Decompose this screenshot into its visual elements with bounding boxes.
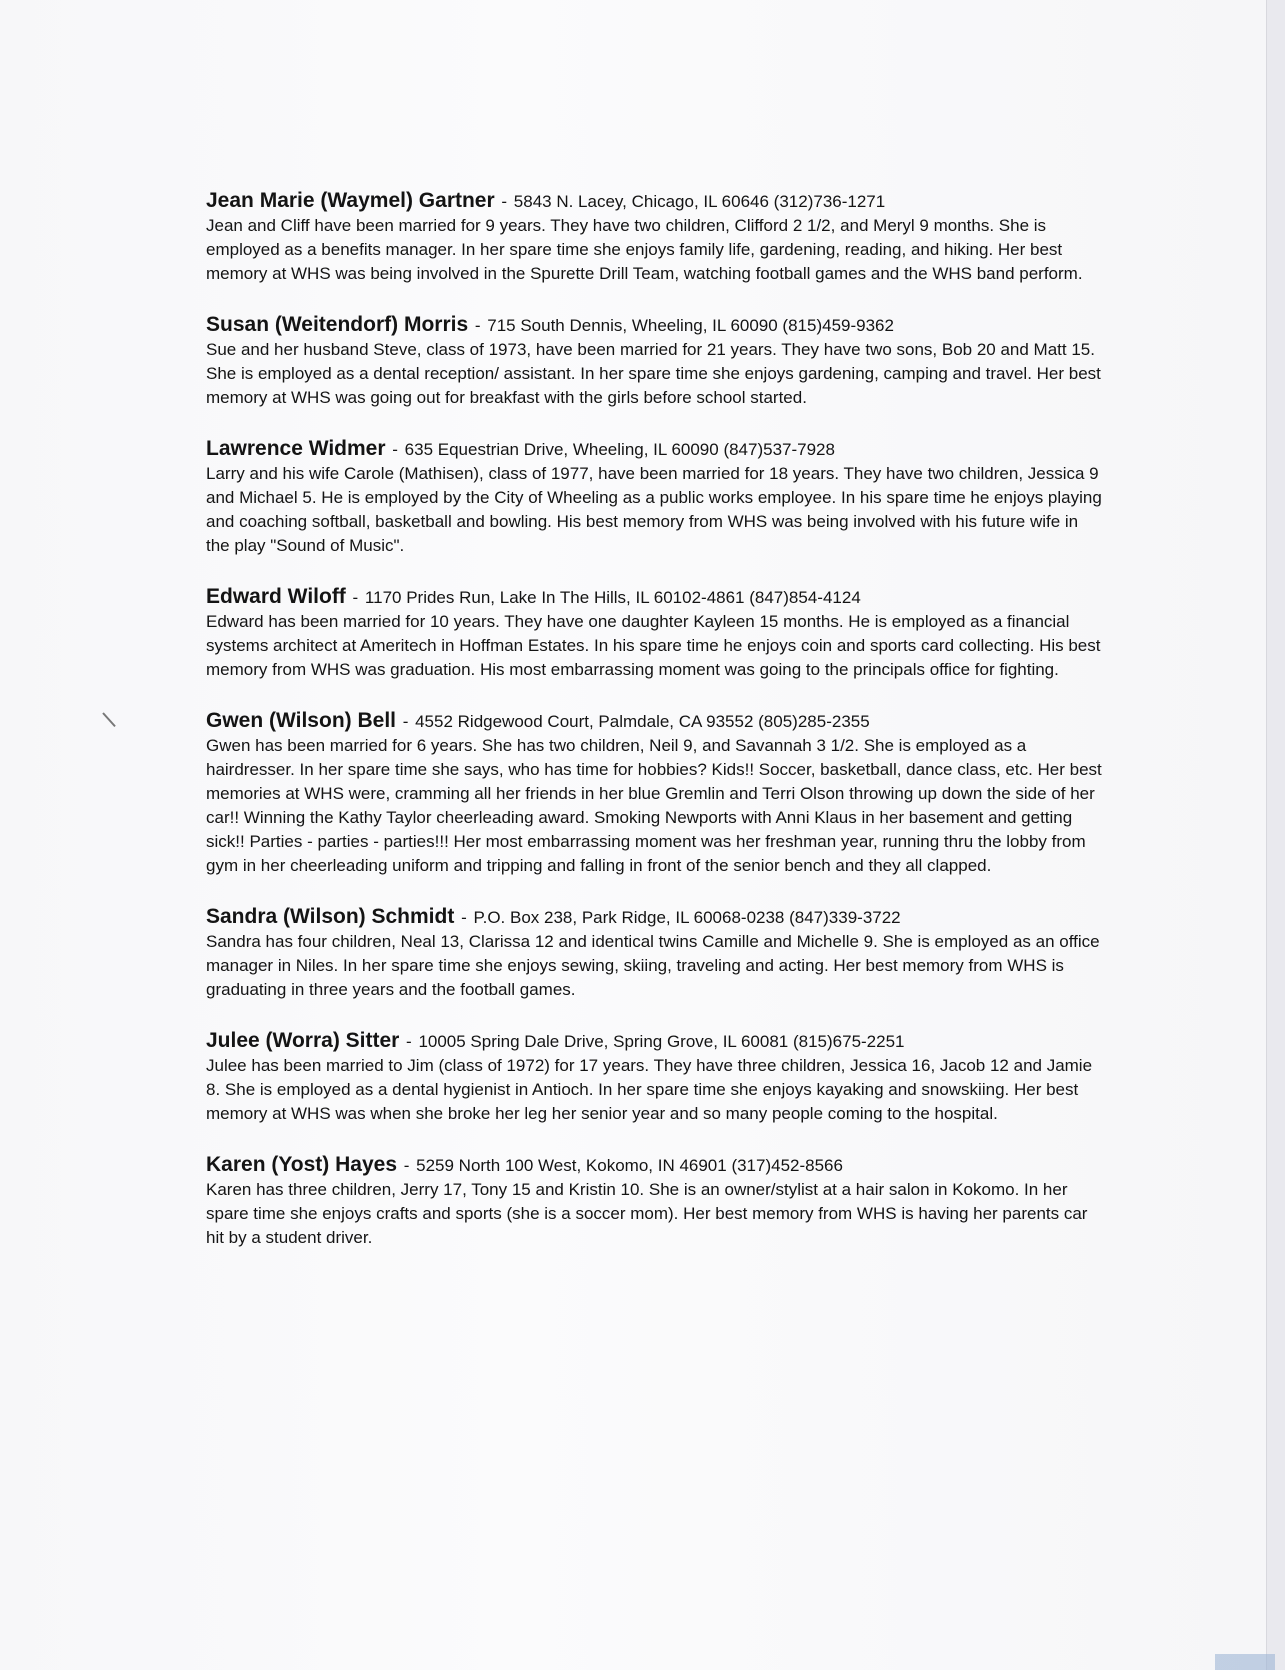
entry-address: 715 South Dennis, Wheeling, IL 60090 (815)459-9362: [487, 316, 894, 335]
entry-bell: Gwen (Wilson) Bell - 4552 Ridgewood Court, Palmdale, CA 93552 (805)285-2355 Gwen has been married for 6 years. She has two children, Neil 9, and Savannah 3 1/2. She is employed as a hairdresser. In her spare time she says, who has time for hobbies? Kids!! Soccer, basketball, dance class, etc. Her best memories at WHS were, cramming all her friends in her blue Gremlin and Terri Olson throwing up down the side of her car!! Winning the Kathy Taylor cheerleading award. Smoking Newports with Anni Klaus in her basement and getting sick!! Parties - parties - parties!!! Her most embarrassing moment was her freshman year, running thru the lobby from gym in her cheerleading uniform and tripping and falling in front of the senior bench and they all clapped.: [206, 708, 1106, 878]
entry-name: Edward Wiloff: [206, 585, 346, 608]
entry-name: Lawrence Widmer: [206, 437, 386, 460]
entry-name: Julee (Worra) Sitter: [206, 1029, 400, 1052]
entry-gartner: Jean Marie (Waymel) Gartner - 5843 N. Lacey, Chicago, IL 60646 (312)736-1271 Jean and Cliff have been married for 9 years. They have two children, Clifford 2 1/2, and Meryl 9 months. She is employed as a benefits manager. In her spare time she enjoys family life, gardening, reading, and hiking. Her best memory at WHS was being involved in the Spurette Drill Team, watching football games and the WHS band perform.: [206, 188, 1106, 286]
entry-bio: Edward has been married for 10 years. They have one daughter Kayleen 15 months. He is employed as a financial systems architect at Ameritech in Hoffman Estates. In his spare time he enjoys coin and sports card collecting. His best memory from WHS was graduation. His most embarrassing moment was going to the principals office for fighting.: [206, 612, 1101, 679]
entry-address: 5843 N. Lacey, Chicago, IL 60646 (312)736-1271: [513, 192, 886, 211]
entry-bio: Larry and his wife Carole (Mathisen), class of 1977, have been married for 18 years. They have two children, Jessica 9 and Michael 5. He is employed by the City of Wheeling as a public works employee. In his spare time he enjoys playing and coaching softball, basketball and bowling. His best memory from WHS was being involved with his future wife in the play "Sound of Music".: [206, 464, 1102, 555]
entry-bio: Sue and her husband Steve, class of 1973, have been married for 21 years. They have two sons, Bob 20 and Matt 15. She is employed as a dental reception/ assistant. In her spare time she enjoys gardening, camping and travel. Her best memory at WHS was going out for breakfast with the girls before school started.: [206, 340, 1101, 407]
entry-bio: Karen has three children, Jerry 17, Tony 15 and Kristin 10. She is an owner/stylist at a hair salon in Kokomo. In her spare time she enjoys crafts and sports (she is a soccer mom). Her best memory from WHS is having her parents car hit by a student driver.: [206, 1180, 1088, 1247]
entry-bio: Sandra has four children, Neal 13, Clarissa 12 and identical twins Camille and Michelle 9. She is employed as an office manager in Niles. In her spare time she enjoys sewing, skiing, traveling and acting. Her best memory from WHS is graduating in three years and the football games.: [206, 932, 1100, 999]
page-edge: [1266, 0, 1285, 1670]
entry-name: Susan (Weitendorf) Morris: [206, 313, 469, 336]
entry-address: 4552 Ridgewood Court, Palmdale, CA 93552 (805)285-2355: [415, 712, 870, 731]
entry-name: Gwen (Wilson) Bell: [206, 709, 396, 732]
entry-name: Jean Marie (Waymel) Gartner: [206, 189, 495, 212]
stray-pen-mark: [102, 712, 116, 727]
entry-bio: Gwen has been married for 6 years. She has two children, Neil 9, and Savannah 3 1/2. She is employed as a hairdresser. In her spare time she says, who has time for hobbies? Kids!! Soccer, basketball, dance class, etc. Her best memories at WHS were, cramming all her friends in her blue Gremlin and Terri Olson throwing up down the side of her car!! Winning the Kathy Taylor cheerleading award. Smoking Newports with Anni Klaus in her basement and getting sick!! Parties - parties - parties!!! Her most embarrassing moment was her freshman year, running thru the lobby from gym in her cheerleading uniform and tripping and falling in front of the senior bench and they all clapped.: [206, 736, 1102, 875]
entry-wiloff: Edward Wiloff - 1170 Prides Run, Lake In The Hills, IL 60102-4861 (847)854-4124 Edward has been married for 10 years. They have one daughter Kayleen 15 months. He is employed as a financial systems architect at Ameritech in Hoffman Estates. In his spare time he enjoys coin and sports card collecting. His best memory from WHS was graduation. His most embarrassing moment was going to the principals office for fighting.: [206, 584, 1106, 682]
entry-name: Karen (Yost) Hayes: [206, 1153, 398, 1176]
entry-address: 5259 North 100 West, Kokomo, IN 46901 (317)452-8566: [416, 1156, 843, 1175]
entry-name: Sandra (Wilson) Schmidt: [206, 905, 455, 928]
entry-sitter: Julee (Worra) Sitter - 10005 Spring Dale Drive, Spring Grove, IL 60081 (815)675-2251 Julee has been married to Jim (class of 1972) for 17 years. They have three children, Jessica 16, Jacob 12 and Jamie 8. She is employed as a dental hygienist in Antioch. In her spare time she enjoys kayaking and snowskiing. Her best memory at WHS was when she broke her leg her senior year and so many people coming to the hospital.: [206, 1028, 1106, 1126]
entry-address: 10005 Spring Dale Drive, Spring Grove, IL 60081 (815)675-2251: [418, 1032, 905, 1051]
scan-corner-mark: [1215, 1654, 1275, 1670]
entry-hayes: Karen (Yost) Hayes - 5259 North 100 West, Kokomo, IN 46901 (317)452-8566 Karen has three children, Jerry 17, Tony 15 and Kristin 10. She is an owner/stylist at a hair salon in Kokomo. In her spare time she enjoys crafts and sports (she is a soccer mom). Her best memory from WHS is having her parents car hit by a student driver.: [206, 1152, 1106, 1250]
entry-bio: Julee has been married to Jim (class of 1972) for 17 years. They have three children, Jessica 16, Jacob 12 and Jamie 8. She is employed as a dental hygienist in Antioch. In her spare time she enjoys kayaking and snowskiing. Her best memory at WHS was when she broke her leg her senior year and so many people coming to the hospital.: [206, 1056, 1093, 1123]
entry-address: 1170 Prides Run, Lake In The Hills, IL 60102-4861 (847)854-4124: [364, 588, 861, 607]
entry-morris: Susan (Weitendorf) Morris - 715 South Dennis, Wheeling, IL 60090 (815)459-9362 Sue and her husband Steve, class of 1973, have been married for 21 years. They have two sons, Bob 20 and Matt 15. She is employed as a dental reception/ assistant. In her spare time she enjoys gardening, camping and travel. Her best memory at WHS was going out for breakfast with the girls before school started.: [206, 312, 1106, 410]
entry-address: 635 Equestrian Drive, Wheeling, IL 60090 (847)537-7928: [404, 440, 835, 459]
entry-address: P.O. Box 238, Park Ridge, IL 60068-0238 (847)339-3722: [473, 908, 901, 927]
classmate-entries: [206, 188, 1106, 1276]
entry-widmer: Lawrence Widmer - 635 Equestrian Drive, Wheeling, IL 60090 (847)537-7928 Larry and his wife Carole (Mathisen), class of 1977, have been married for 18 years. They have two children, Jessica 9 and Michael 5. He is employed by the City of Wheeling as a public works employee. In his spare time he enjoys playing and coaching softball, basketball and bowling. His best memory from WHS was being involved with his future wife in the play "Sound of Music".: [206, 436, 1106, 558]
entry-bio: Jean and Cliff have been married for 9 years. They have two children, Clifford 2 1/2, and Meryl 9 months. She is employed as a benefits manager. In her spare time she enjoys family life, gardening, reading, and hiking. Her best memory at WHS was being involved in the Spurette Drill Team, watching football games and the WHS band perform.: [206, 216, 1083, 283]
entry-schmidt: Sandra (Wilson) Schmidt - P.O. Box 238, Park Ridge, IL 60068-0238 (847)339-3722 Sandra has four children, Neal 13, Clarissa 12 and identical twins Camille and Michelle 9. She is employed as an office manager in Niles. In her spare time she enjoys sewing, skiing, traveling and acting. Her best memory from WHS is graduating in three years and the football games.: [206, 904, 1106, 1002]
